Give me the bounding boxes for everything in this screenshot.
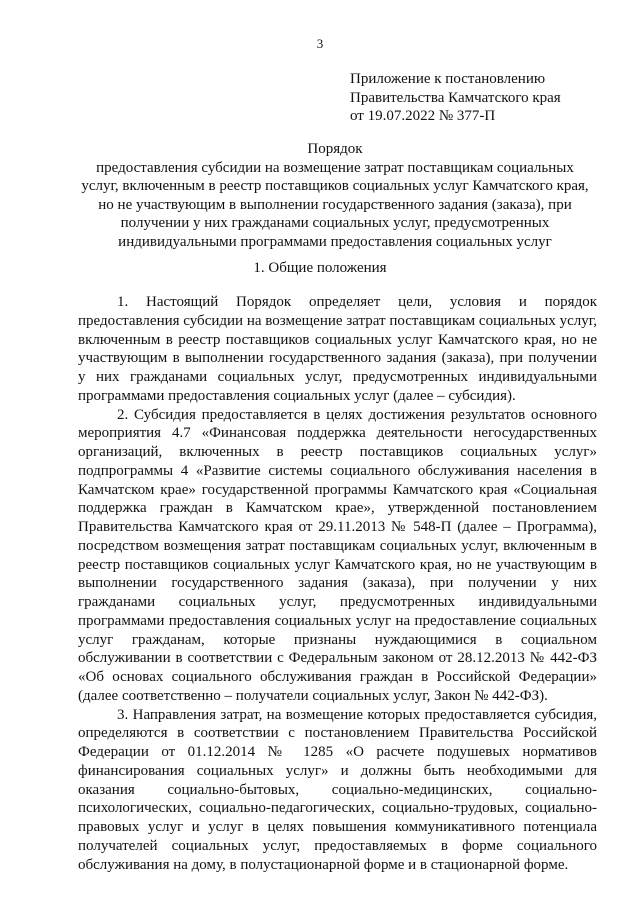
appendix-reference: [350, 70, 620, 126]
title-line-1: Порядок: [307, 141, 363, 157]
title-line-5: получении у них гражданами социальных услуг, предусмотренных: [120, 215, 550, 231]
title-line-2: предоставления субсидии на возмещение затрат поставщикам социальных: [96, 159, 574, 176]
title-line-3: услуг, включенным в реестр поставщиков социальных услуг Камчатского края,: [81, 178, 589, 194]
page-number: 3: [316, 36, 324, 51]
title-line-4: но не участвующим в выполнении государственного задания (заказа), при: [98, 196, 572, 213]
paragraph-1: 1. Настоящий Порядок определяет цели, условия и порядок предоставления субсидии на возмещение затрат поставщикам социальных услуг, включенным в реестр поставщиков социальных услуг Камчатского края, но не участвующим в выполнении государственного задания (заказа), при получении у них гражданами социальных услуг, предусмотренных индивидуальными программами предоставления социальных услуг (далее – субсидия).: [78, 294, 597, 404]
paragraph-2: 2. Субсидия предоставляется в целях достижения результатов основного мероприятия 4.7 «Финансовая поддержка деятельности негосударственных организаций, включенных в реестр поставщиков социальных услуг» подпрограммы 4 «Развитие системы социального обслуживания населения в Камчатском крае» государственной программы Камчатского края «Социальная поддержка граждан в Камчатском крае», утвержденной постановлением Правительства Камчатского края от 29.11.2013 № 548-П (далее – Программа), посредством возмещения затрат поставщикам социальных услуг, включенным в реестр поставщиков социальных услуг Камчатского края, но не участвующим в выполнении государственного задания (заказа), при получении у них гражданами социальных услуг, предусмотренных индивидуальными программами предоставления социальных услуг на предоставление социальных услуг гражданам, которые признаны нуждающимися в социальном обслуживании в соответствии с Федеральным законом от 28.12.2013 № 442-ФЗ «Об основах социального обслуживания граждан в Российской Федерации» (далее соответственно – получатели социальных услуг, Закон № 442-ФЗ).: [78, 406, 597, 704]
body-text: [78, 293, 597, 874]
appendix-line-3: от 19.07.2022 № 377-П: [350, 108, 496, 124]
title-line-6: индивидуальными программами предоставления социальных услуг: [118, 233, 552, 250]
appendix-line-1: Приложение к постановлению: [350, 71, 546, 87]
document-title: [70, 140, 600, 251]
section-heading: 1. Общие положения: [253, 260, 387, 276]
paragraph-3: 3. Направления затрат, на возмещение которых предоставляется субсидия, определяются в соответствии с постановлением Правительства Российской Федерации от 01.12.2014 № 1285 «О расчете подушевых нормативов финансирования социальных услуг» и должны быть необходимыми для оказания социально-бытовых, социально-медицинских, социально-психологических, социально-педагогических, социально-трудовых, социально-правовых услуг и услуг в целях повышения коммуникативного потенциала получателей социальных услуг, предоставляемых в форме социального обслуживания на дому, в полустационарной форме и в стационарной форме.: [78, 706, 597, 873]
appendix-line-2: Правительства Камчатского края: [350, 89, 561, 106]
